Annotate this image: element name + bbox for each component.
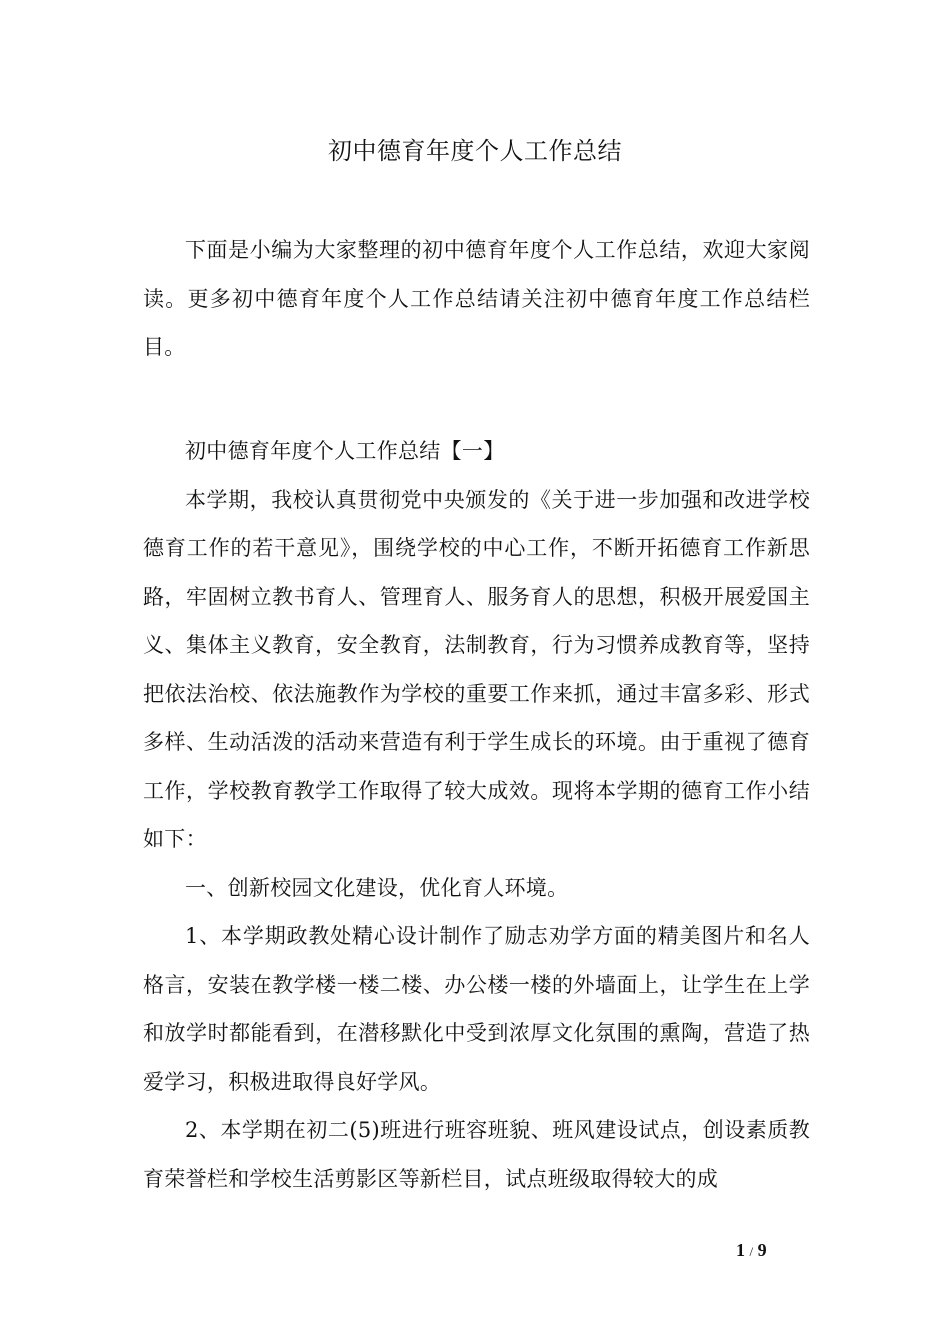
page-separator: / xyxy=(749,1244,754,1259)
body-paragraph: 本学期，我校认真贯彻党中央颁发的《关于进一步加强和改进学校德育工作的若干意见》，围绕学校的中心工作，不断开拓德育工作新思路，牢固树立教书育人、管理育人、服务育人的思想，积极开展爱国主义、集体主义教育，安全教育，法制教育，行为习惯养成教育等，坚持把依法治校、依法施教作为学校的重要工作来抓，通过丰富多彩、形式多样、生动活泼的活动来营造有利于学生成长的环境。由于重视了德育工作，学校教育教学工作取得了较大成效。现将本学期的德育工作小结如下： xyxy=(143,487,810,851)
document-body xyxy=(143,427,810,1203)
section-heading: 初中德育年度个人工作总结【一】 xyxy=(185,439,505,463)
body-paragraph: 2、本学期在初二(5)班进行班容班貌、班风建设试点，创设素质教育荣誉栏和学校生活剪影区等新栏目，试点班级取得较大的成 xyxy=(143,1118,810,1191)
total-pages: 9 xyxy=(757,1240,767,1260)
document-title: 初中德育年度个人工作总结 xyxy=(328,137,622,165)
page-number xyxy=(736,1238,767,1264)
current-page: 1 xyxy=(736,1240,745,1260)
body-paragraph: 1、本学期政教处精心设计制作了励志劝学方面的精美图片和名人格言，安装在教学楼一楼二楼、办公楼一楼的外墙面上，让学生在上学和放学时都能看到，在潜移默化中受到浓厚文化氛围的熏陶，营造了热爱学习，积极进取得良好学风。 xyxy=(143,924,810,1094)
intro-paragraph: 下面是小编为大家整理的初中德育年度个人工作总结，欢迎大家阅读。更多初中德育年度个人工作总结请关注初中德育年度工作总结栏目。 xyxy=(143,238,810,359)
body-paragraph: 一、创新校园文化建设，优化育人环境。 xyxy=(185,875,569,900)
